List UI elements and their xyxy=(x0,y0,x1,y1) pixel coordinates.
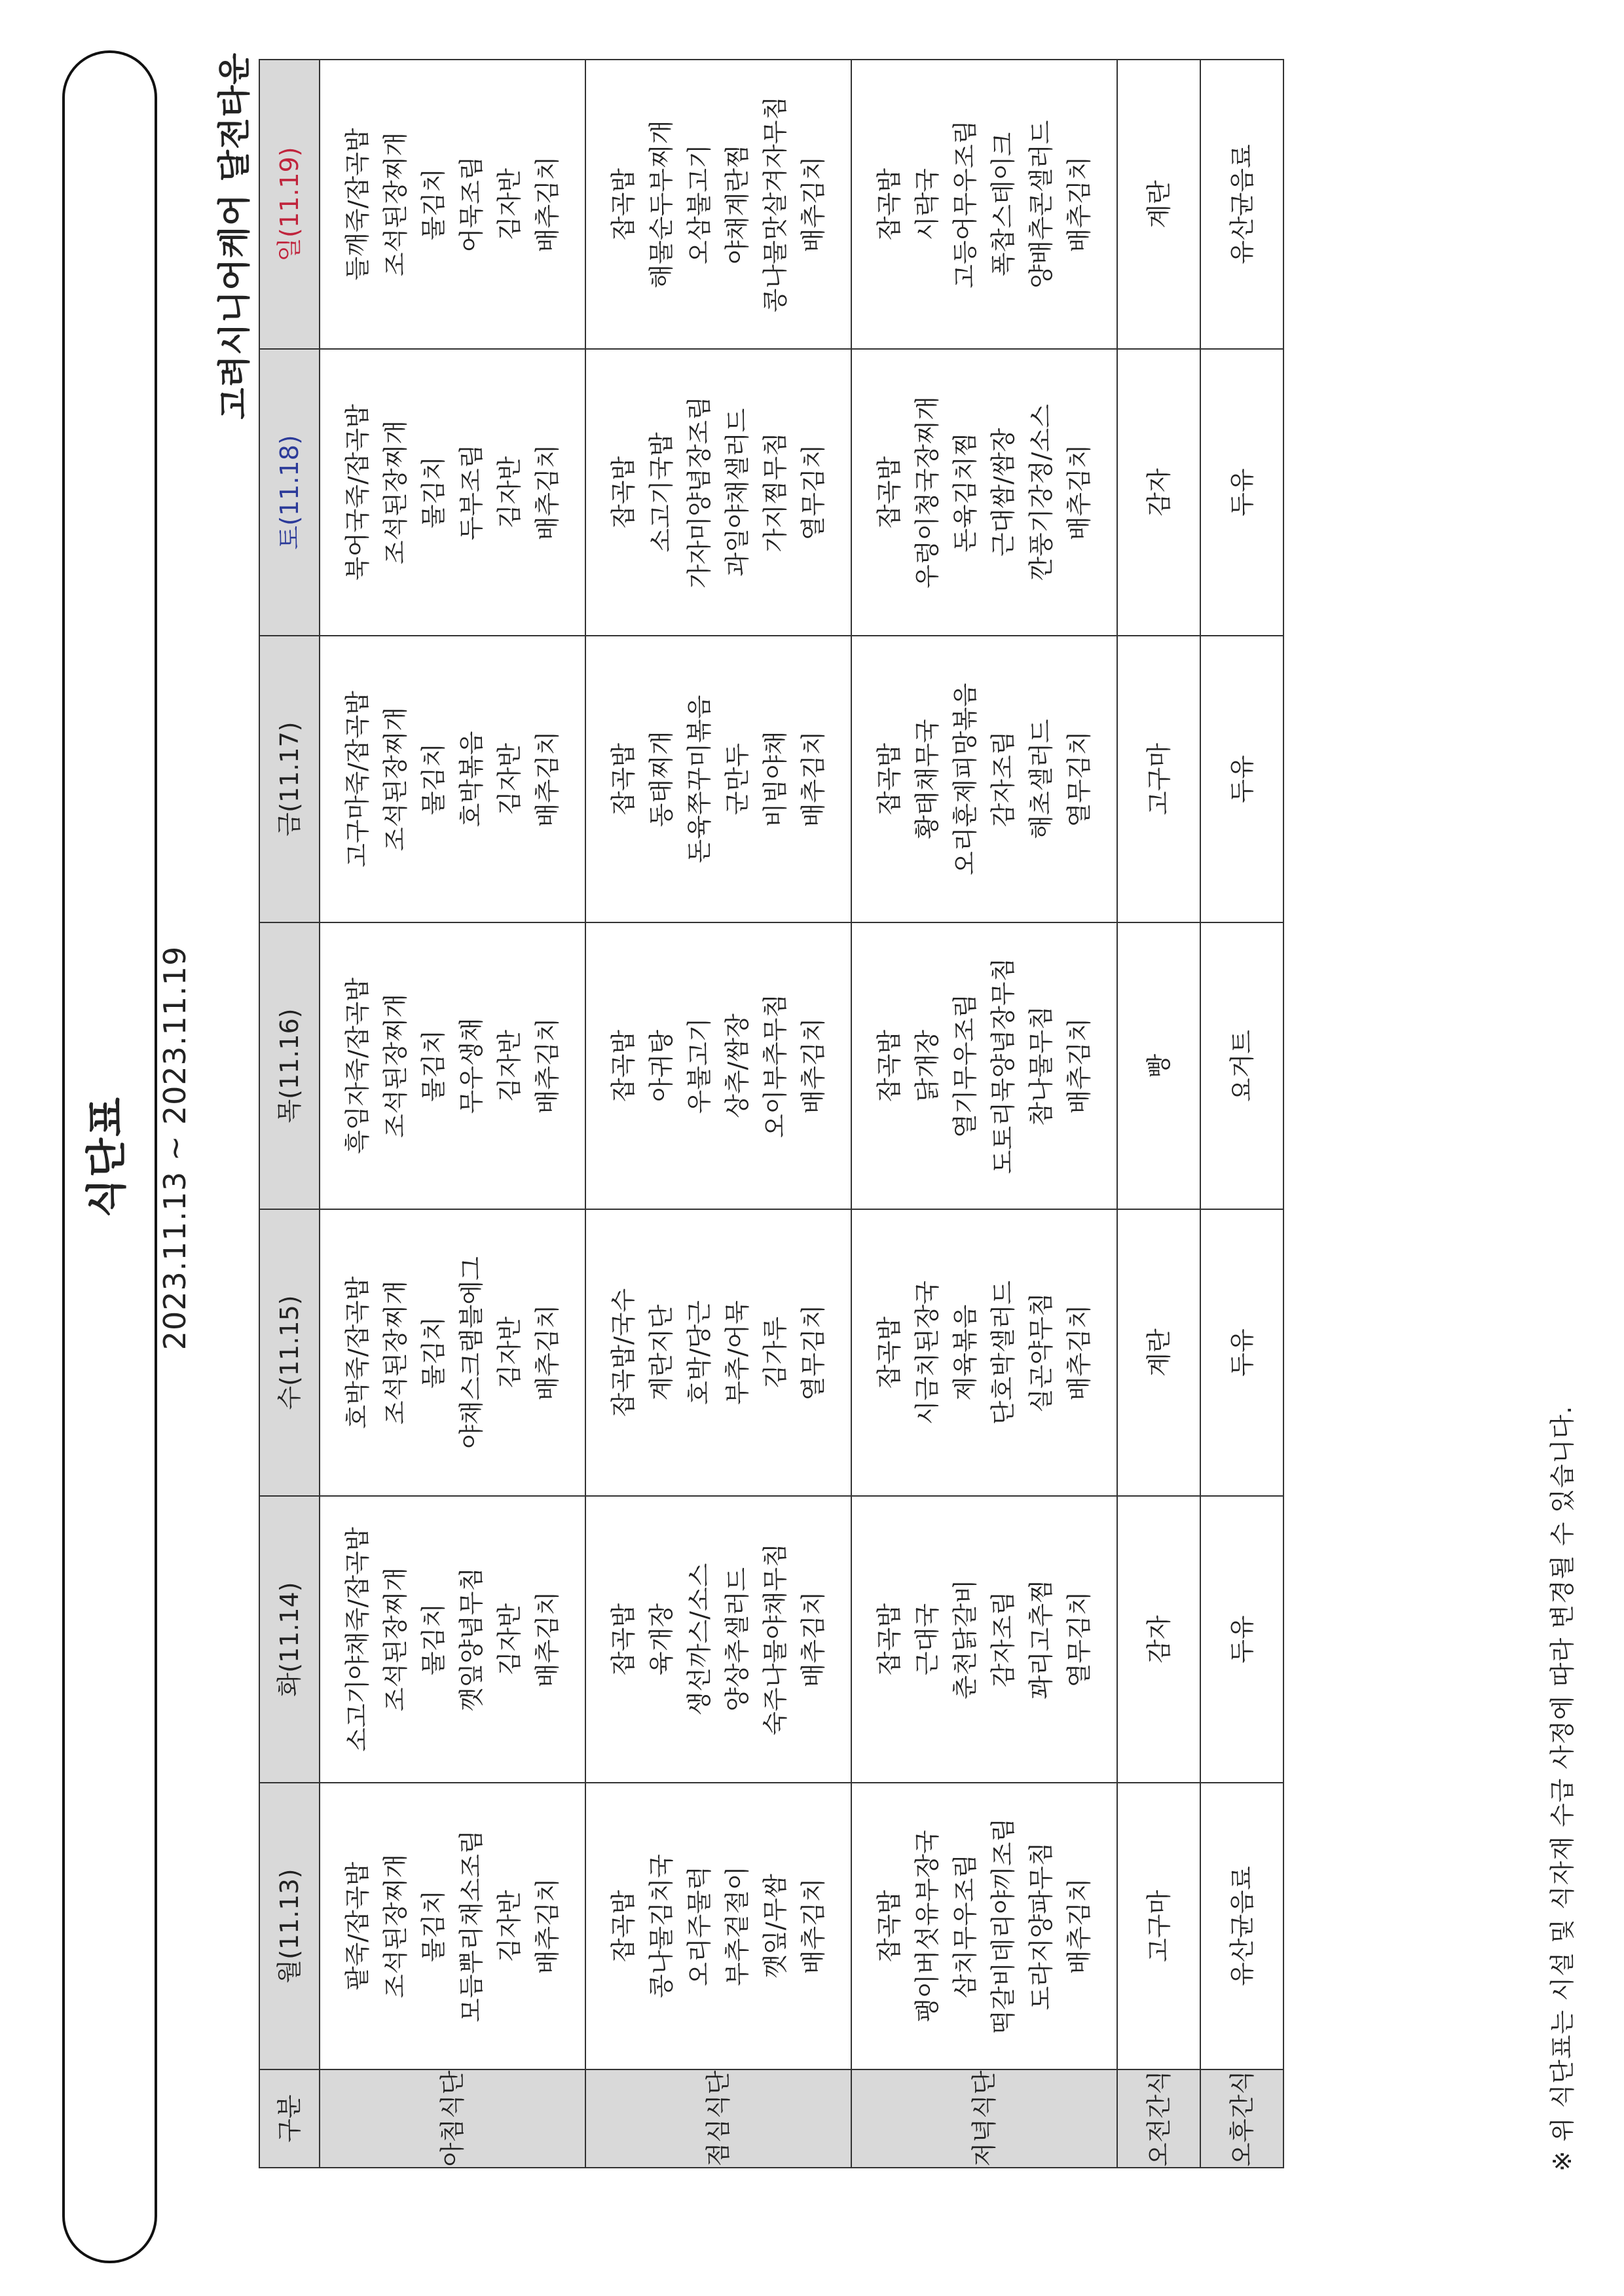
menu-item: 단호박샐러드 xyxy=(989,1280,1018,1425)
menu-item: 잡곡밥 xyxy=(609,456,638,529)
menu-item: 야채스크램블에그 xyxy=(457,1256,486,1449)
menu-cell xyxy=(1117,1783,1200,2069)
corner-header: 구분 xyxy=(259,2069,320,2168)
menu-item: 두부조림 xyxy=(457,444,486,541)
menu-item: 들깨죽/잡곡밥 xyxy=(343,128,372,281)
menu-item: 과일야채샐러드 xyxy=(723,408,752,577)
menu-item: 부추/어묵 xyxy=(723,1300,752,1405)
menu-item: 김자반 xyxy=(495,742,524,816)
menu-item: 흑임자죽/잡곡밥 xyxy=(343,977,372,1154)
menu-cell xyxy=(320,60,585,349)
menu-item: 어묵조림 xyxy=(457,156,486,253)
menu-item: 요거트 xyxy=(1227,1029,1257,1102)
menu-item: 황태채무국 xyxy=(913,719,942,839)
meal-category-label: 오전간식 xyxy=(1117,2069,1200,2168)
menu-item: 해물순두부찌개 xyxy=(647,120,676,289)
menu-item: 오리주물럭 xyxy=(685,1866,714,1986)
menu-item: 유산균음료 xyxy=(1227,1866,1257,1986)
menu-item: 돈육쭈꾸미볶음 xyxy=(685,695,714,864)
menu-item: 김자반 xyxy=(495,1603,524,1676)
menu-item: 빵 xyxy=(1144,1053,1173,1078)
menu-item: 참나물무침 xyxy=(1027,1006,1056,1126)
menu-item: 동태찌개 xyxy=(647,731,676,828)
menu-item: 깻잎/무쌈 xyxy=(761,1874,790,1978)
menu-cell xyxy=(851,1209,1117,1496)
menu-item: 육개장 xyxy=(647,1603,676,1676)
menu-item: 배추김치 xyxy=(1065,156,1094,253)
meal-category-label: 아침식단 xyxy=(320,2069,585,2168)
menu-item: 배추김치 xyxy=(533,1017,562,1114)
menu-item: 물김치 xyxy=(419,1889,448,1963)
menu-item: 콩나물맛살겨자무침 xyxy=(761,96,790,313)
menu-item: 잡곡밥 xyxy=(609,1029,638,1102)
menu-cell xyxy=(1117,60,1200,349)
menu-item: 배추김치 xyxy=(799,731,828,828)
menu-item: 상추/쌈장 xyxy=(723,1013,752,1118)
menu-item: 조석된장찌개 xyxy=(381,1280,410,1425)
menu-item: 오삼불고기 xyxy=(685,144,714,264)
menu-item: 물김치 xyxy=(419,1316,448,1389)
menu-item: 유산균음료 xyxy=(1227,144,1257,264)
menu-item: 비빔야채 xyxy=(761,731,790,828)
menu-cell xyxy=(851,60,1117,349)
menu-item: 삼치무우조림 xyxy=(951,1853,980,1999)
title-box xyxy=(62,50,157,2263)
menu-item: 팽이버섯유부장국 xyxy=(913,1830,942,2022)
menu-item: 계란지단 xyxy=(647,1304,676,1401)
menu-cell xyxy=(1117,636,1200,922)
menu-item: 조석된장찌개 xyxy=(381,420,410,565)
menu-cell xyxy=(320,1209,585,1496)
meal-category-label: 오후간식 xyxy=(1200,2069,1283,2168)
menu-item: 양배추콘샐러드 xyxy=(1027,120,1056,289)
menu-item: 호박/당근 xyxy=(685,1300,714,1405)
menu-item: 실곤약무침 xyxy=(1027,1292,1056,1413)
menu-item: 소고기국밥 xyxy=(647,432,676,553)
menu-item: 두유 xyxy=(1227,755,1257,803)
menu-cell xyxy=(320,922,585,1209)
menu-cell xyxy=(1200,1496,1283,1783)
menu-cell xyxy=(1117,349,1200,636)
menu-item: 배추김치 xyxy=(1065,444,1094,541)
meal-row xyxy=(1117,60,1200,2168)
menu-item: 근대국 xyxy=(913,1603,942,1676)
menu-item: 고구마 xyxy=(1144,1889,1173,1963)
menu-item: 고등어무우조림 xyxy=(951,120,980,289)
menu-item: 잡곡밥/국수 xyxy=(609,1288,638,1417)
menu-item: 열무김치 xyxy=(1065,1591,1094,1688)
menu-item: 물김치 xyxy=(419,168,448,241)
organization-name: 고려시니어케어 달전타운 xyxy=(215,52,253,420)
menu-item: 두유 xyxy=(1227,1615,1257,1664)
menu-item: 배추김치 xyxy=(533,156,562,253)
meal-category-label: 점심식단 xyxy=(585,2069,851,2168)
menu-item: 잡곡밥 xyxy=(609,168,638,241)
menu-item: 물김치 xyxy=(419,742,448,816)
menu-item: 열기무우조림 xyxy=(951,993,980,1139)
menu-item: 배추김치 xyxy=(1065,1304,1094,1401)
menu-cell xyxy=(1200,636,1283,922)
menu-item: 두유 xyxy=(1227,1328,1257,1377)
menu-item: 계란 xyxy=(1144,180,1173,228)
menu-item: 잡곡밥 xyxy=(609,742,638,816)
menu-cell xyxy=(1200,922,1283,1209)
menu-item: 닭개장 xyxy=(913,1029,942,1102)
menu-item: 김자반 xyxy=(495,1029,524,1102)
menu-cell xyxy=(320,349,585,636)
menu-item: 양상추샐러드 xyxy=(723,1567,752,1712)
menu-item: 오이부추무침 xyxy=(761,993,790,1139)
menu-cell xyxy=(585,922,851,1209)
menu-cell xyxy=(320,1496,585,1783)
menu-item: 잡곡밥 xyxy=(875,1029,904,1102)
menu-cell xyxy=(851,636,1117,922)
menu-item: 근대쌈/쌈장 xyxy=(989,428,1018,557)
menu-cell xyxy=(585,1783,851,2069)
menu-item: 우렁이청국장찌개 xyxy=(913,396,942,589)
menu-cell xyxy=(1200,1783,1283,2069)
menu-cell xyxy=(585,636,851,922)
menu-item: 물김치 xyxy=(419,456,448,529)
menu-item: 물김치 xyxy=(419,1029,448,1102)
menu-cell xyxy=(585,349,851,636)
meal-row xyxy=(585,60,851,2168)
menu-cell xyxy=(585,1209,851,1496)
menu-item: 도라지양파무침 xyxy=(1027,1842,1056,2011)
menu-item: 배추김치 xyxy=(533,444,562,541)
menu-item: 소고기야채죽/잡곡밥 xyxy=(343,1527,372,1752)
menu-item: 호박볶음 xyxy=(457,731,486,828)
menu-cell xyxy=(851,1783,1117,2069)
menu-cell xyxy=(1200,349,1283,636)
menu-item: 고구마죽/잡곡밥 xyxy=(343,691,372,867)
menu-item: 잡곡밥 xyxy=(609,1603,638,1676)
menu-item: 배추김치 xyxy=(1065,1017,1094,1114)
menu-item: 두유 xyxy=(1227,468,1257,517)
menu-item: 춘천닭갈비 xyxy=(951,1579,980,1700)
meal-row xyxy=(320,60,585,2168)
menu-item: 잡곡밥 xyxy=(609,1889,638,1963)
menu-cell xyxy=(585,60,851,349)
day-header: 일(11.19) xyxy=(259,60,320,349)
page-title: 식단표 xyxy=(83,1096,130,1218)
menu-item: 배추김치 xyxy=(799,1591,828,1688)
menu-item: 잡곡밥 xyxy=(875,168,904,241)
menu-item: 아귀탕 xyxy=(647,1029,676,1102)
menu-item: 김자반 xyxy=(495,1316,524,1389)
menu-item: 배추김치 xyxy=(799,1878,828,1975)
menu-item: 콩나물김치국 xyxy=(647,1853,676,1999)
menu-item: 잡곡밥 xyxy=(875,742,904,816)
menu-item: 조석된장찌개 xyxy=(381,1567,410,1712)
menu-cell xyxy=(1200,1209,1283,1496)
menu-item: 도토리묵양념장무침 xyxy=(989,957,1018,1175)
period-range: 2023.11.13 ~ 2023.11.19 xyxy=(157,945,193,1351)
menu-item: 열무김치 xyxy=(799,1304,828,1401)
menu-table xyxy=(259,59,1284,2168)
menu-item: 무우생채 xyxy=(457,1017,486,1114)
menu-item: 부추겉절이 xyxy=(723,1866,752,1986)
menu-item: 조석된장찌개 xyxy=(381,132,410,277)
day-header: 수(11.15) xyxy=(259,1209,320,1496)
menu-item: 잡곡밥 xyxy=(875,456,904,529)
meal-category-label: 저녁식단 xyxy=(851,2069,1117,2168)
day-header: 목(11.16) xyxy=(259,922,320,1209)
menu-item: 우불고기 xyxy=(685,1017,714,1114)
menu-item: 물김치 xyxy=(419,1603,448,1676)
menu-cell xyxy=(585,1496,851,1783)
menu-item: 배추김치 xyxy=(1065,1878,1094,1975)
menu-item: 열무김치 xyxy=(1065,731,1094,828)
footnote: ※ 위 식단표는 시설 및 식자재 수급 사정에 따라 변경될 수 있습니다. xyxy=(1548,1405,1577,2172)
menu-item: 군만두 xyxy=(723,742,752,816)
menu-item: 배추김치 xyxy=(533,1304,562,1401)
menu-item: 김자반 xyxy=(495,1889,524,1963)
menu-item: 김자반 xyxy=(495,168,524,241)
menu-item: 모듬뿌리채소조림 xyxy=(457,1830,486,2022)
menu-item: 배추김치 xyxy=(533,1878,562,1975)
menu-item: 감자 xyxy=(1144,468,1173,517)
menu-item: 꽈리고추찜 xyxy=(1027,1579,1056,1700)
menu-item: 가지찜무침 xyxy=(761,432,790,553)
menu-item: 가자미양념장조림 xyxy=(685,396,714,589)
menu-item: 생선까스/소스 xyxy=(685,1563,714,1716)
menu-item: 감자조림 xyxy=(989,731,1018,828)
menu-item: 제육볶음 xyxy=(951,1304,980,1401)
day-header: 월(11.13) xyxy=(259,1783,320,2069)
menu-item: 배추김치 xyxy=(799,156,828,253)
menu-item: 배추김치 xyxy=(799,1017,828,1114)
menu-item: 돈육김치찜 xyxy=(951,432,980,553)
menu-cell xyxy=(320,636,585,922)
menu-item: 조석된장찌개 xyxy=(381,706,410,852)
menu-item: 잡곡밥 xyxy=(875,1316,904,1389)
menu-item: 잡곡밥 xyxy=(875,1603,904,1676)
menu-item: 오리훈제피망볶음 xyxy=(951,683,980,875)
menu-item: 배추김치 xyxy=(533,731,562,828)
menu-item: 김가루 xyxy=(761,1316,790,1389)
menu-item: 시락국 xyxy=(913,168,942,241)
menu-cell xyxy=(851,1496,1117,1783)
menu-item: 북어국죽/잡곡밥 xyxy=(343,404,372,581)
menu-item: 깻잎양념무침 xyxy=(457,1567,486,1712)
menu-item: 깐풍기강정/소스 xyxy=(1027,404,1056,581)
menu-item: 열무김치 xyxy=(799,444,828,541)
menu-cell xyxy=(1117,1496,1200,1783)
meal-row xyxy=(1200,60,1283,2168)
menu-item: 야채계란찜 xyxy=(723,144,752,264)
menu-cell xyxy=(1117,922,1200,1209)
menu-item: 떡갈비데리야끼조림 xyxy=(989,1817,1018,2035)
menu-item: 감자 xyxy=(1144,1615,1173,1664)
menu-item: 고구마 xyxy=(1144,742,1173,816)
menu-cell xyxy=(851,922,1117,1209)
day-header: 토(11.18) xyxy=(259,349,320,636)
menu-item: 계란 xyxy=(1144,1328,1173,1377)
menu-item: 조석된장찌개 xyxy=(381,1853,410,1999)
day-header: 금(11.17) xyxy=(259,636,320,922)
menu-item: 시금치된장국 xyxy=(913,1280,942,1425)
menu-item: 폭찹스테이크 xyxy=(989,132,1018,277)
menu-cell xyxy=(1117,1209,1200,1496)
menu-item: 감자조림 xyxy=(989,1591,1018,1688)
menu-item: 팥죽/잡곡밥 xyxy=(343,1861,372,1991)
menu-item: 호박죽/잡곡밥 xyxy=(343,1276,372,1429)
header-row xyxy=(259,60,320,2168)
menu-item: 잡곡밥 xyxy=(875,1889,904,1963)
menu-cell xyxy=(320,1783,585,2069)
meal-row xyxy=(851,60,1117,2168)
menu-item: 해초샐러드 xyxy=(1027,719,1056,839)
menu-item: 숙주나물야채무침 xyxy=(761,1543,790,1736)
menu-cell xyxy=(851,349,1117,636)
menu-item: 김자반 xyxy=(495,456,524,529)
menu-item: 조석된장찌개 xyxy=(381,993,410,1139)
day-header: 화(11.14) xyxy=(259,1496,320,1783)
menu-cell xyxy=(1200,60,1283,349)
menu-item: 배추김치 xyxy=(533,1591,562,1688)
